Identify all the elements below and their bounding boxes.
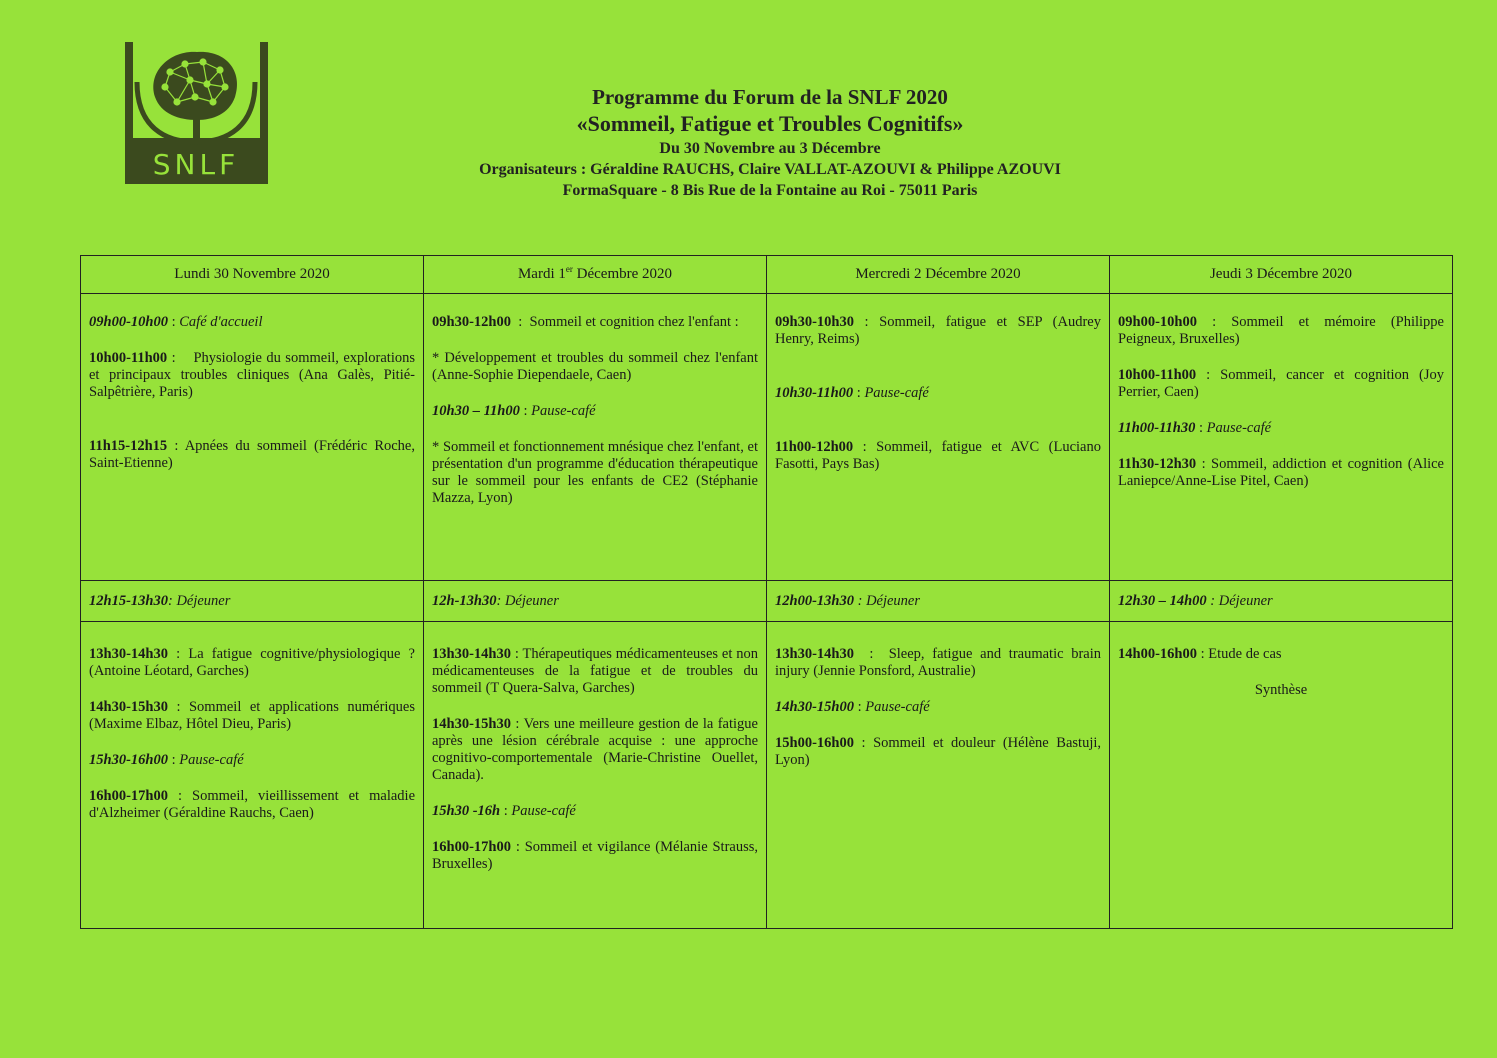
session-sep: : — [853, 385, 865, 401]
session-item — [89, 752, 415, 769]
day-header-tuesday-text: Mardi 1 — [517, 266, 566, 282]
lunch-time: 12h00-13h30 — [775, 592, 854, 609]
programme-table — [80, 255, 1453, 929]
session-time: 15h00-16h00 — [775, 735, 854, 751]
session-item — [432, 350, 758, 384]
pause-label: Pause-café — [511, 803, 576, 819]
session-item — [432, 439, 758, 507]
session-sep: : — [167, 350, 194, 366]
session-text: Sommeil et applications numériques (Maxime Elbaz, Hôtel Dieu, Paris) — [89, 699, 415, 732]
session-time: 09h30-12h00 — [432, 314, 511, 330]
session-sep: : — [500, 803, 512, 819]
session-item — [432, 646, 758, 697]
session-item — [775, 699, 1101, 716]
session-text: Sommeil, addiction et cognition (Alice Laniepce/Anne-Lise Pitel, Caen) — [1118, 456, 1444, 489]
session-text: Sommeil, fatigue et AVC (Luciano Fasotti, Pays Bas) — [775, 439, 1101, 472]
session-item — [1118, 682, 1444, 699]
session-item — [775, 735, 1101, 769]
day-header-tuesday-rest: Décembre 2020 — [572, 266, 673, 282]
session-time: 16h00-17h00 — [89, 788, 168, 804]
session-sep: : — [510, 716, 524, 732]
pause-label: Pause-café — [179, 752, 244, 768]
session-text: Apnées du sommeil (Frédéric Roche, Saint-Etienne) — [89, 438, 415, 471]
session-time: 11h00-11h30 — [1118, 420, 1196, 436]
afternoon-row — [81, 622, 1453, 929]
session-item — [89, 646, 415, 680]
morning-cell-tuesday — [424, 294, 767, 581]
session-sep: : — [1195, 420, 1207, 436]
logo-text: SNLF — [152, 148, 240, 181]
lunch-sep: : — [853, 592, 867, 609]
session-sep: : — [519, 403, 532, 419]
session-item — [1118, 314, 1444, 348]
session-sep: : — [853, 699, 866, 715]
session-text: Sleep, fatigue and traumatic brain injury (Jennie Ponsford, Australie) — [775, 646, 1102, 679]
session-item — [432, 403, 758, 420]
session-sep: : — [167, 788, 193, 804]
afternoon-cell-wednesday — [767, 622, 1110, 929]
pause-label: Café d'accueil — [179, 314, 263, 330]
lunch-cell-wednesday — [767, 581, 1110, 622]
session-time: 10h00-11h00 — [89, 350, 168, 366]
session-text: Synthèse — [1254, 682, 1308, 698]
afternoon-cell-monday — [81, 622, 424, 929]
lunch-time: 12h-13h30 — [432, 592, 497, 609]
session-text: Sommeil et cognition chez l'enfant : — [529, 314, 739, 330]
table-header-row — [81, 256, 1453, 294]
lunch-sep: : — [167, 592, 177, 609]
session-text: * Sommeil et fonctionnement mnésique chez l'enfant, et présentation d'un programme d'éducation thérapeutique sur le sommeil pour les enfants de CE2 (Stéphanie Mazza, Lyon) — [432, 439, 758, 506]
session-time: 14h30-15h00 — [775, 699, 854, 715]
session-sep: : — [853, 646, 889, 662]
session-time: 09h30-10h30 — [775, 314, 854, 330]
day-header-tuesday — [424, 256, 767, 294]
lunch-time: 12h30 – 14h00 — [1118, 592, 1207, 609]
lunch-cell-monday — [81, 581, 424, 622]
session-text: Etude de cas — [1208, 646, 1282, 662]
lunch-cell-tuesday — [424, 581, 767, 622]
pause-label: Pause-café — [1206, 420, 1272, 436]
lunch-sep: : — [496, 592, 505, 609]
day-header-monday: Lundi 30 Novembre 2020 — [81, 256, 424, 294]
lunch-sep: : — [1206, 592, 1219, 609]
session-item — [432, 716, 758, 784]
session-time: 09h00-10h00 — [1118, 314, 1197, 330]
afternoon-cell-thursday — [1110, 622, 1453, 929]
session-time: 13h30-14h30 — [432, 646, 511, 662]
session-text: Thérapeutiques médicamenteuses et non médicamenteuses de la fatigue et de troubles du sommeil (T Quera-Salva, Garches) — [432, 646, 758, 696]
session-time: 15h30-16h00 — [89, 752, 168, 768]
lunch-label: Déjeuner — [1218, 592, 1273, 609]
session-sep: : — [853, 439, 877, 455]
session-item — [1118, 420, 1444, 437]
session-time: 09h00-10h00 — [89, 314, 168, 330]
session-item — [89, 350, 415, 401]
venue: FormaSquare - 8 Bis Rue de la Fontaine au Roi - 75011 Paris — [562, 182, 978, 199]
event-dates: Du 30 Novembre au 3 Décembre — [659, 140, 881, 157]
session-text: Sommeil, fatigue et SEP (Audrey Henry, Reims) — [775, 314, 1101, 347]
pause-label: Pause-café — [531, 403, 596, 419]
afternoon-cell-tuesday — [424, 622, 767, 929]
lunch-time: 12h15-13h30 — [89, 592, 168, 609]
session-sep: : — [510, 646, 523, 662]
session-text: Sommeil et vigilance (Mélanie Strauss, Bruxelles) — [432, 839, 759, 872]
morning-cell-thursday — [1110, 294, 1453, 581]
document-title: Programme du Forum de la SNLF 2020 — [592, 85, 948, 109]
session-time: 13h30-14h30 — [89, 646, 168, 662]
session-item — [432, 839, 758, 873]
lunch-cell-thursday — [1110, 581, 1453, 622]
morning-row — [81, 294, 1453, 581]
session-item — [775, 385, 1101, 402]
session-text: * Développement et troubles du sommeil chez l'enfant (Anne-Sophie Diependaele, Caen) — [432, 350, 758, 383]
session-text: Sommeil, vieillissement et maladie d'Alzheimer (Géraldine Rauchs, Caen) — [89, 788, 416, 821]
session-item — [432, 803, 758, 820]
day-header-tuesday-sup: er — [565, 264, 573, 274]
session-item — [89, 314, 415, 331]
session-sep: : — [1196, 367, 1221, 383]
session-text: Sommeil et mémoire (Philippe Peigneux, Bruxelles) — [1118, 314, 1444, 347]
lunch-label: Déjeuner — [176, 592, 231, 609]
session-time: 14h00-16h00 — [1118, 646, 1197, 662]
session-item — [1118, 646, 1444, 663]
session-time: 10h30-11h00 — [775, 385, 854, 401]
session-time: 10h00-11h00 — [1118, 367, 1197, 383]
day-header-wednesday: Mercredi 2 Décembre 2020 — [767, 256, 1110, 294]
lunch-row — [81, 581, 1453, 622]
session-sep: : — [1196, 646, 1209, 662]
session-sep: : — [1196, 456, 1211, 472]
session-text: Sommeil, cancer et cognition (Joy Perrier, Caen) — [1118, 367, 1444, 400]
session-item — [775, 314, 1101, 348]
session-time: 11h15-12h15 — [89, 438, 168, 454]
session-time: 14h30-15h30 — [89, 699, 168, 715]
document-subtitle: «Sommeil, Fatigue et Troubles Cognitifs» — [576, 111, 964, 136]
morning-cell-monday — [81, 294, 424, 581]
session-item — [89, 788, 415, 822]
session-text: Physiologie du sommeil, explorations et principaux troubles cliniques (Ana Galès, Pitié-Salpêtrière, Paris) — [89, 350, 415, 400]
session-sep: : — [510, 839, 525, 855]
session-sep: : — [167, 752, 180, 768]
session-time: 15h30 -16h — [432, 803, 501, 819]
session-item — [775, 646, 1101, 680]
session-text: Vers une meilleure gestion de la fatigue après une lésion cérébrale acquise : une approche cognitivo-comportementale (Marie-Christine Ouellet, Canada). — [432, 716, 758, 783]
session-item — [432, 314, 758, 331]
session-text: La fatigue cognitive/physiologique ? (Antoine Léotard, Garches) — [89, 646, 415, 679]
session-item — [1118, 456, 1444, 490]
session-time: 14h30-15h30 — [432, 716, 511, 732]
snlf-logo — [125, 42, 268, 184]
session-time: 16h00-17h00 — [432, 839, 511, 855]
session-sep: : — [167, 438, 185, 454]
session-sep: : — [167, 314, 180, 330]
session-sep: : — [853, 314, 880, 330]
session-time: 11h00-12h00 — [775, 439, 854, 455]
session-item — [1118, 367, 1444, 401]
organizers: Organisateurs : Géraldine RAUCHS, Claire VALLAT-AZOUVI & Philippe AZOUVI — [479, 161, 1061, 178]
session-time: 10h30 – 11h00 — [432, 403, 520, 419]
document-header — [380, 84, 1160, 201]
session-item — [89, 438, 415, 472]
session-sep: : — [167, 646, 189, 662]
session-item — [89, 699, 415, 733]
session-sep: : — [1196, 314, 1232, 330]
lunch-label: Déjeuner — [866, 592, 921, 609]
session-item — [775, 439, 1101, 473]
session-sep: : — [167, 699, 189, 715]
session-sep: : — [853, 735, 874, 751]
morning-cell-wednesday — [767, 294, 1110, 581]
lunch-label: Déjeuner — [504, 592, 559, 609]
day-header-thursday: Jeudi 3 Décembre 2020 — [1110, 256, 1453, 294]
session-time: 11h30-12h30 — [1118, 456, 1197, 472]
session-time: 13h30-14h30 — [775, 646, 854, 662]
pause-label: Pause-café — [864, 385, 929, 401]
session-text: Sommeil et douleur (Hélène Bastuji, Lyon) — [775, 735, 1101, 768]
session-sep: : — [510, 314, 530, 330]
pause-label: Pause-café — [865, 699, 930, 715]
